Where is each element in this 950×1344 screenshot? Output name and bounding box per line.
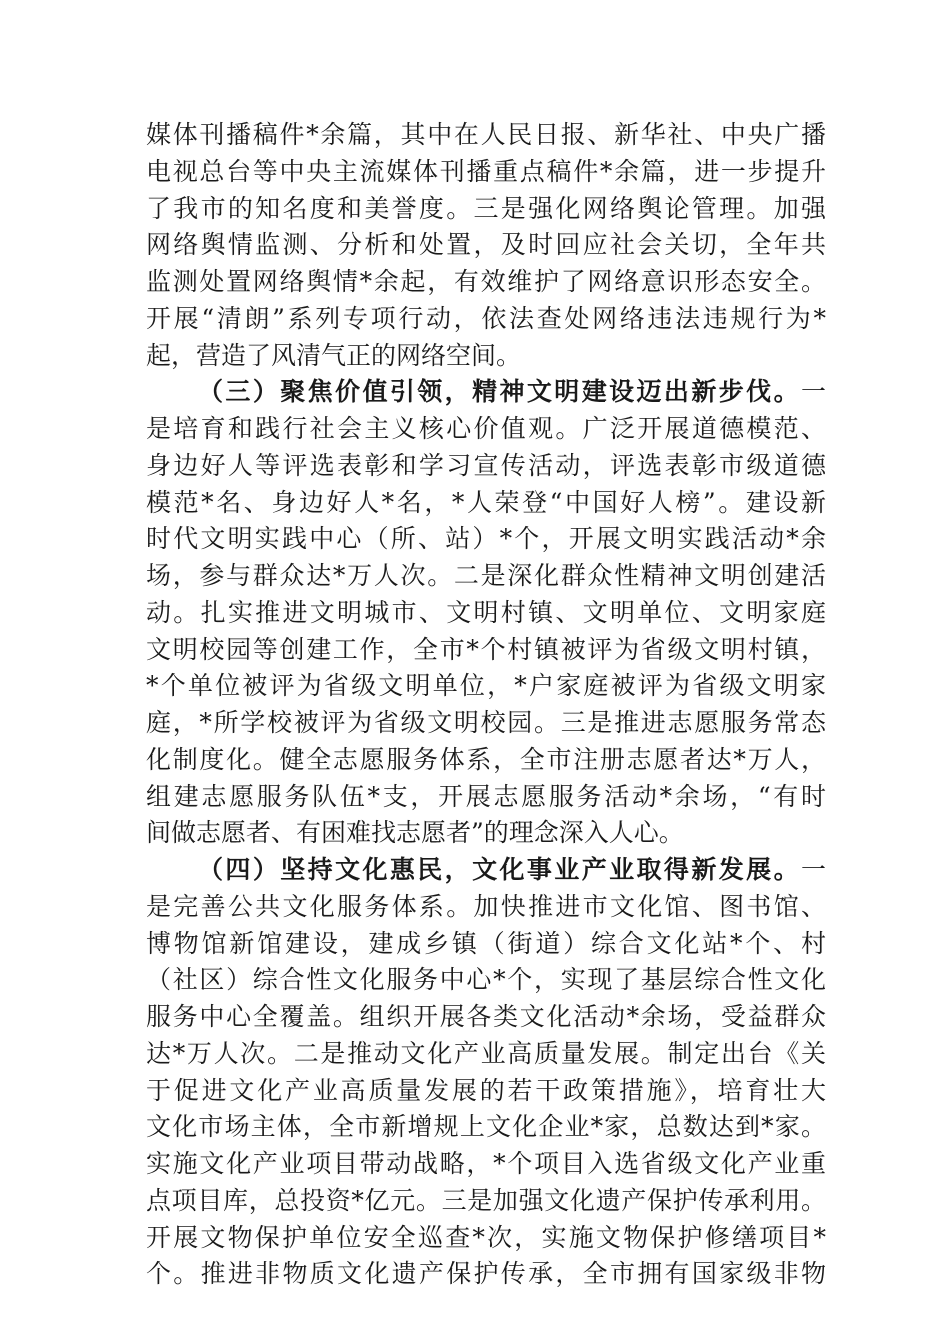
paragraph-line: *个单位被评为省级文明单位，*户家庭被评为省级文明家 xyxy=(146,671,826,701)
paragraph-line: 了我市的知名度和美誉度。三是强化网络舆论管理。加强 xyxy=(146,193,826,223)
paragraph-line: 组建志愿服务队伍*支，开展志愿服务活动*余场，“有时 xyxy=(146,781,826,811)
paragraph-line: 文明校园等创建工作，全市*个村镇被评为省级文明村镇， xyxy=(146,634,826,664)
paragraph-line: 网络舆情监测、分析和处置，及时回应社会关切，全年共 xyxy=(146,230,826,260)
section-3-first-line xyxy=(146,374,826,411)
paragraph-line: 是培育和践行社会主义核心价值观。广泛开展道德模范、 xyxy=(146,414,826,443)
paragraph-line: 实施文化产业项目带动战略，*个项目入选省级文化产业重 xyxy=(146,1149,826,1178)
paragraph-line: 开展“清朗”系列专项行动，依法查处网络违法违规行为* xyxy=(146,303,826,333)
section-3-heading: （三）聚焦价值引领，精神文明建设迈出新步伐。 xyxy=(198,377,801,407)
paragraph-line: 媒体刊播稿件*余篇，其中在人民日报、新华社、中央广播 xyxy=(146,120,826,149)
paragraph-line: 庭，*所学校被评为省级文明校园。三是推进志愿服务常态 xyxy=(146,708,826,737)
section-4-heading: （四）坚持文化惠民，文化事业产业取得新发展。 xyxy=(198,855,801,884)
paragraph-line: 模范*名、身边好人*名，*人荣登“中国好人榜”。建设新 xyxy=(146,487,826,517)
paragraph-line: 起，营造了风清气正的网络空间。 xyxy=(146,340,522,370)
section-4-first-line xyxy=(146,852,826,889)
paragraph-line: 开展文物保护单位安全巡查*次，实施文物保护修缮项目* xyxy=(146,1222,826,1252)
paragraph-line: 是完善公共文化服务体系。加快推进市文化馆、图书馆、 xyxy=(146,891,826,921)
paragraph-line: 间做志愿者、有困难找志愿者”的理念深入人心。 xyxy=(146,818,684,848)
paragraph-line: 服务中心全覆盖。组织开展各类文化活动*余场，受益群众 xyxy=(146,1002,826,1031)
document-body xyxy=(146,117,826,1293)
section-4-first-line-tail: 一 xyxy=(800,855,826,884)
paragraph-line: 于促进文化产业高质量发展的若干政策措施》，培育壮大 xyxy=(146,1075,826,1105)
paragraph-line: 达*万人次。二是推动文化产业高质量发展。制定出台《关 xyxy=(146,1038,826,1068)
paragraph-line: 化制度化。健全志愿服务体系，全市注册志愿者达*万人， xyxy=(146,744,826,774)
paragraph-line: 身边好人等评选表彰和学习宣传活动，评选表彰市级道德 xyxy=(146,450,826,480)
paragraph-line: 博物馆新馆建设，建成乡镇（街道）综合文化站*个、村 xyxy=(146,928,826,958)
paragraph-line: 监测处置网络舆情*余起，有效维护了网络意识形态安全。 xyxy=(146,267,826,296)
section-3-first-line-tail: 一 xyxy=(800,377,826,407)
paragraph-line: 动。扎实推进文明城市、文明村镇、文明单位、文明家庭 xyxy=(146,597,826,627)
paragraph-line: 时代文明实践中心（所、站）*个，开展文明实践活动*余 xyxy=(146,524,826,554)
paragraph-line: （社区）综合性文化服务中心*个，实现了基层综合性文化 xyxy=(146,965,826,995)
paragraph-line: 电视总台等中央主流媒体刊播重点稿件*余篇，进一步提升 xyxy=(146,156,826,186)
paragraph-line: 文化市场主体，全市新增规上文化企业*家，总数达到*家。 xyxy=(146,1112,826,1142)
paragraph-line: 点项目库，总投资*亿元。三是加强文化遗产保护传承利用。 xyxy=(146,1185,826,1215)
paragraph-line: 场，参与群众达*万人次。二是深化群众性精神文明创建活 xyxy=(146,561,826,590)
paragraph-line: 个。推进非物质文化遗产保护传承，全市拥有国家级非物 xyxy=(146,1259,826,1289)
